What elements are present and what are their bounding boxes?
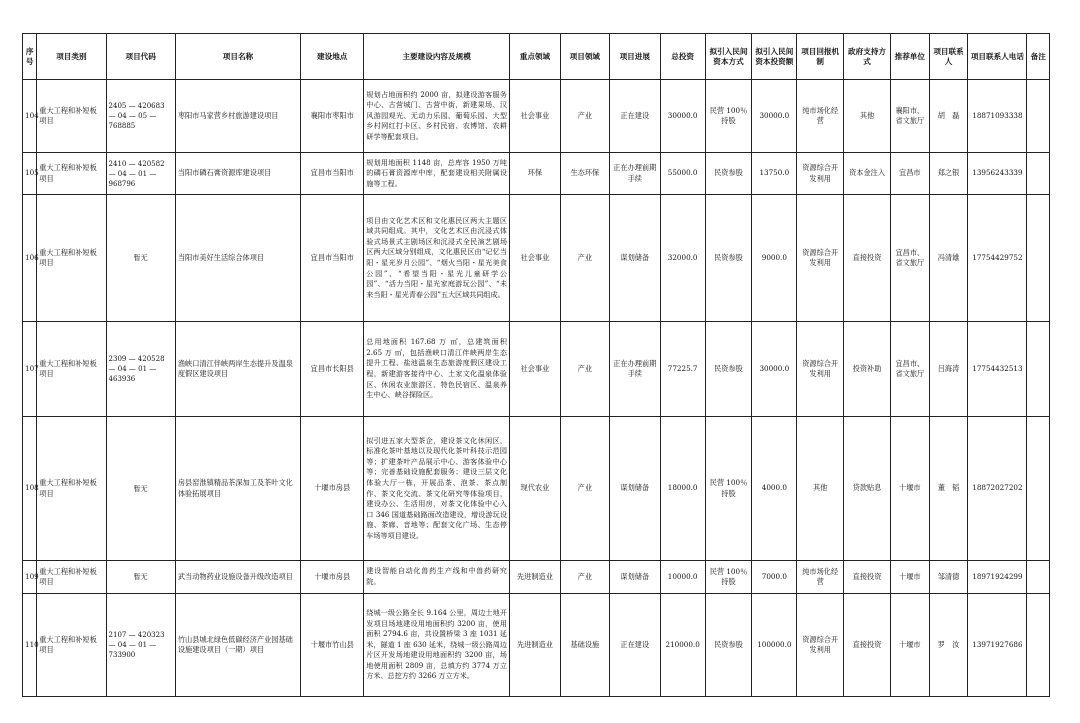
header-progress: 项目进展 [609,34,660,80]
cell-investment: 30000.0 [660,80,705,153]
cell-contact: 董 韬 [929,417,968,561]
cell-capital-mode: 民资参股 [705,195,752,322]
cell-remark [1027,417,1050,561]
cell-key-area: 社会事业 [509,322,560,417]
header-unit: 推荐单位 [890,34,929,80]
cell-investment: 10000.0 [660,561,705,594]
cell-capital-mode: 民营 100％ 持股 [705,80,752,153]
cell-no: 105 [23,153,37,195]
cell-progress: 正在办理前期手续 [609,153,660,195]
cell-field: 产业 [560,417,609,561]
cell-code: 暂无 [106,195,175,322]
header-field: 项目领域 [560,34,609,80]
cell-location: 襄阳市枣阳市 [301,80,364,153]
cell-contact: 郑之银 [929,153,968,195]
cell-progress: 正在办理前期手续 [609,322,660,417]
cell-remark [1027,195,1050,322]
cell-capital-amount: 7000.0 [752,561,797,594]
header-content: 主要建设内容及规模 [364,34,510,80]
cell-unit: 襄阳市、省文旅厅 [890,80,929,153]
cell-name: 当阳市磷石膏资源库建设项目 [175,153,300,195]
header-support: 政府支持方式 [844,34,891,80]
cell-return: 资源综合开发利用 [797,594,844,697]
table-row [23,561,1050,594]
cell-progress: 正在建设 [609,80,660,153]
table-row [23,80,1050,153]
cell-unit: 宜昌市、省文旅厅 [890,322,929,417]
cell-support: 直接投资 [844,594,891,697]
cell-contact: 冯清雄 [929,195,968,322]
header-contact: 项目联系人 [929,34,968,80]
cell-phone: 18871093338 [968,80,1027,153]
cell-capital-amount: 4000.0 [752,417,797,561]
header-key-area: 重点领域 [509,34,560,80]
header-investment: 总投资 [660,34,705,80]
cell-unit: 十堰市 [890,417,929,561]
cell-location: 十堰市房县 [301,417,364,561]
cell-capital-mode: 民资参股 [705,594,752,697]
cell-code: 2107 — 420323 — 04 — 01 — 733900 [106,594,175,697]
cell-return: 资源综合开发利用 [797,153,844,195]
cell-category: 重大工程和补短板项目 [37,417,106,561]
cell-phone: 18971924299 [968,561,1027,594]
cell-capital-mode: 民营 100％ 持股 [705,561,752,594]
cell-category: 重大工程和补短板项目 [37,80,106,153]
cell-unit: 十堰市 [890,594,929,697]
cell-investment: 55000.0 [660,153,705,195]
cell-key-area: 先进制造业 [509,594,560,697]
cell-capital-amount: 100000.0 [752,594,797,697]
cell-remark [1027,80,1050,153]
cell-content: 项目由文化艺术区和文化惠民区两大主题区域共同组成。其中，文化艺术区由沉浸式体验式场景式主剧场区和沉浸式全民演艺剧场区两大区域分别组成，文化惠民区由“记忆当阳・星光岁月公园”、“烟火当阳・星光美食公园”、“希望当阳・星光儿童研学公园”、“活力当阳・星光家庭游玩公园”、“未来当阳・星光青春公园”五大区域共同组成。 [364,195,510,322]
cell-return: 纯市场化经营 [797,80,844,153]
cell-no: 110 [23,594,37,697]
cell-field: 基础设施 [560,594,609,697]
cell-capital-mode: 民资参股 [705,153,752,195]
table-body [23,80,1050,697]
cell-investment: 210000.0 [660,594,705,697]
cell-category: 重大工程和补短板项目 [37,322,106,417]
cell-field: 产业 [560,195,609,322]
cell-capital-amount: 13750.0 [752,153,797,195]
cell-capital-amount: 30000.0 [752,322,797,417]
cell-investment: 32000.0 [660,195,705,322]
cell-support: 投资补助 [844,322,891,417]
cell-content: 规划占地面积约 2000 亩，拟建设游客服务中心、古营城门、古营中街，新建果场、汉风游园观光、无动力乐园、葡萄乐园、大型乡村网红打卡区、乡村民宿、农博馆、农耕研学等配套项目。 [364,80,510,153]
cell-remark [1027,322,1050,417]
cell-no: 106 [23,195,37,322]
cell-support: 直接投资 [844,195,891,322]
cell-investment: 77225.7 [660,322,705,417]
cell-no: 108 [23,417,37,561]
cell-code: 2410 — 420582 — 04 — 01 — 968796 [106,153,175,195]
cell-contact: 邹清德 [929,561,968,594]
cell-field: 生态环保 [560,153,609,195]
cell-no: 109 [23,561,37,594]
header-phone: 项目联系人电话 [968,34,1027,80]
cell-support: 其他 [844,80,891,153]
cell-phone: 18872027202 [968,417,1027,561]
cell-return: 纯市场化经营 [797,561,844,594]
cell-location: 宜昌市当阳市 [301,195,364,322]
cell-return: 其他 [797,417,844,561]
cell-unit: 宜昌市 [890,153,929,195]
cell-field: 产业 [560,80,609,153]
cell-investment: 18000.0 [660,417,705,561]
cell-key-area: 先进制造业 [509,561,560,594]
cell-key-area: 环保 [509,153,560,195]
cell-location: 宜昌市当阳市 [301,153,364,195]
cell-support: 贷款贴息 [844,417,891,561]
cell-return: 资源综合开发利用 [797,195,844,322]
cell-phone: 17754429752 [968,195,1027,322]
cell-content: 绕城一级公路全长 9.164 公里，周边土地开发项目场地建设用地面积约 3200 亩，使用面积 2794.6 亩，共设置桥梁 3 座 1031 延米，隧道 1 座 630 延米，绕城一级公路周边片区开发场地建设用地面积约 3200 亩，场地使用面积 2809 亩，总填方约 3774 万立方米、总挖方约 3266 万立方米。 [364,594,510,697]
cell-remark [1027,153,1050,195]
cell-category: 重大工程和补短板项目 [37,195,106,322]
cell-capital-amount: 9000.0 [752,195,797,322]
cell-contact: 吕海涛 [929,322,968,417]
cell-content: 总用地面积 167.68 万 ㎡，总建筑面积 2.65 万 ㎡，包括渔峡口清江伴峡两岸生态提升工程、盐池温泉生态旅游度假区建设工程，新建游客接待中心、土家文化温泉体验区、休闲农业旅游区、特色民宿区、温泉养生中心、峡谷探险区。 [364,322,510,417]
header-category: 项目类别 [37,34,106,80]
header-code: 项目代码 [106,34,175,80]
cell-support: 资本金注入 [844,153,891,195]
cell-name: 当阳市美好生活综合体项目 [175,195,300,322]
cell-capital-mode: 民营 100％ 持股 [705,417,752,561]
cell-location: 宜昌市长阳县 [301,322,364,417]
cell-phone: 13971927686 [968,594,1027,697]
cell-category: 重大工程和补短板项目 [37,561,106,594]
table-row [23,594,1050,697]
cell-no: 107 [23,322,37,417]
header-return: 项目回报机制 [797,34,844,80]
cell-content: 规划用地面积 1148 亩，总库容 1950 万吨的磷石膏资源库中库，配套建设相关附属设施等工程。 [364,153,510,195]
cell-return: 资源综合开发利用 [797,322,844,417]
cell-location: 十堰市竹山县 [301,594,364,697]
cell-name: 房县窑淮镇精品茶深加工及茶叶文化体验拓展项目 [175,417,300,561]
cell-field: 产业 [560,561,609,594]
cell-name: 武当动物药业设施设备升级改造项目 [175,561,300,594]
cell-name: 枣阳市马家营乡村旅游建设项目 [175,80,300,153]
table-row [23,153,1050,195]
header-capital-amount: 拟引入民间资本投资额 [752,34,797,80]
cell-no: 104 [23,80,37,153]
cell-progress: 谋划储备 [609,561,660,594]
cell-progress: 正在建设 [609,594,660,697]
table-row [23,417,1050,561]
header-location: 建设地点 [301,34,364,80]
cell-code: 暂无 [106,417,175,561]
project-table-sheet [22,33,1050,697]
cell-name: 竹山县城北绿色低碳经济产业园基础设施建设项目（一期）项目 [175,594,300,697]
cell-category: 重大工程和补短板项目 [37,153,106,195]
header-no: 序号 [23,34,37,80]
cell-category: 重大工程和补短板项目 [37,594,106,697]
cell-key-area: 社会事业 [509,80,560,153]
cell-field: 产业 [560,322,609,417]
cell-code: 2405 — 420683 — 04 — 05 — 768885 [106,80,175,153]
cell-progress: 谋划储备 [609,195,660,322]
cell-key-area: 社会事业 [509,195,560,322]
cell-content: 拟引进五家大型茶企，建设茶文化休闲区，标准化茶叶基地以及现代化茶叶科技示范园等；扩建茶叶产品展示中心、游客体验中心等；完善基础设施配套服务；建设三层文化体验大厅一栋，开展品茶、泡茶、茶点制作、茶文化交流、茶文化研究等体验项目，建设办公、生活用房，对茶文化体验中心入口 346 国道基础路面改造建设，增设游玩设施、茶廊、音地等；配套文化广场、生态停车场等项目建设。 [364,417,510,561]
project-table [22,33,1050,697]
cell-phone: 13956243339 [968,153,1027,195]
cell-remark [1027,594,1050,697]
cell-name: 渔峡口清江伴峡两岸生态提升及温泉度假区建设项目 [175,322,300,417]
cell-phone: 17754432513 [968,322,1027,417]
cell-progress: 谋划储备 [609,417,660,561]
cell-unit: 十堰市 [890,561,929,594]
cell-code: 暂无 [106,561,175,594]
cell-remark [1027,561,1050,594]
cell-support: 直接投资 [844,561,891,594]
header-remark: 备注 [1027,34,1050,80]
table-row [23,322,1050,417]
cell-unit: 宜昌市、省文旅厅 [890,195,929,322]
cell-capital-amount: 30000.0 [752,80,797,153]
cell-location: 十堰市房县 [301,561,364,594]
cell-contact: 罗 汝 [929,594,968,697]
header-name: 项目名称 [175,34,300,80]
cell-content: 建设智能自动化兽药生产线和中兽药研究院。 [364,561,510,594]
cell-key-area: 现代农业 [509,417,560,561]
header-row [23,34,1050,80]
cell-contact: 胡 磊 [929,80,968,153]
table-row [23,195,1050,322]
cell-capital-mode: 民资参股 [705,322,752,417]
cell-code: 2309 — 420528 — 04 — 01 — 463936 [106,322,175,417]
header-capital-mode: 拟引入民间资本方式 [705,34,752,80]
